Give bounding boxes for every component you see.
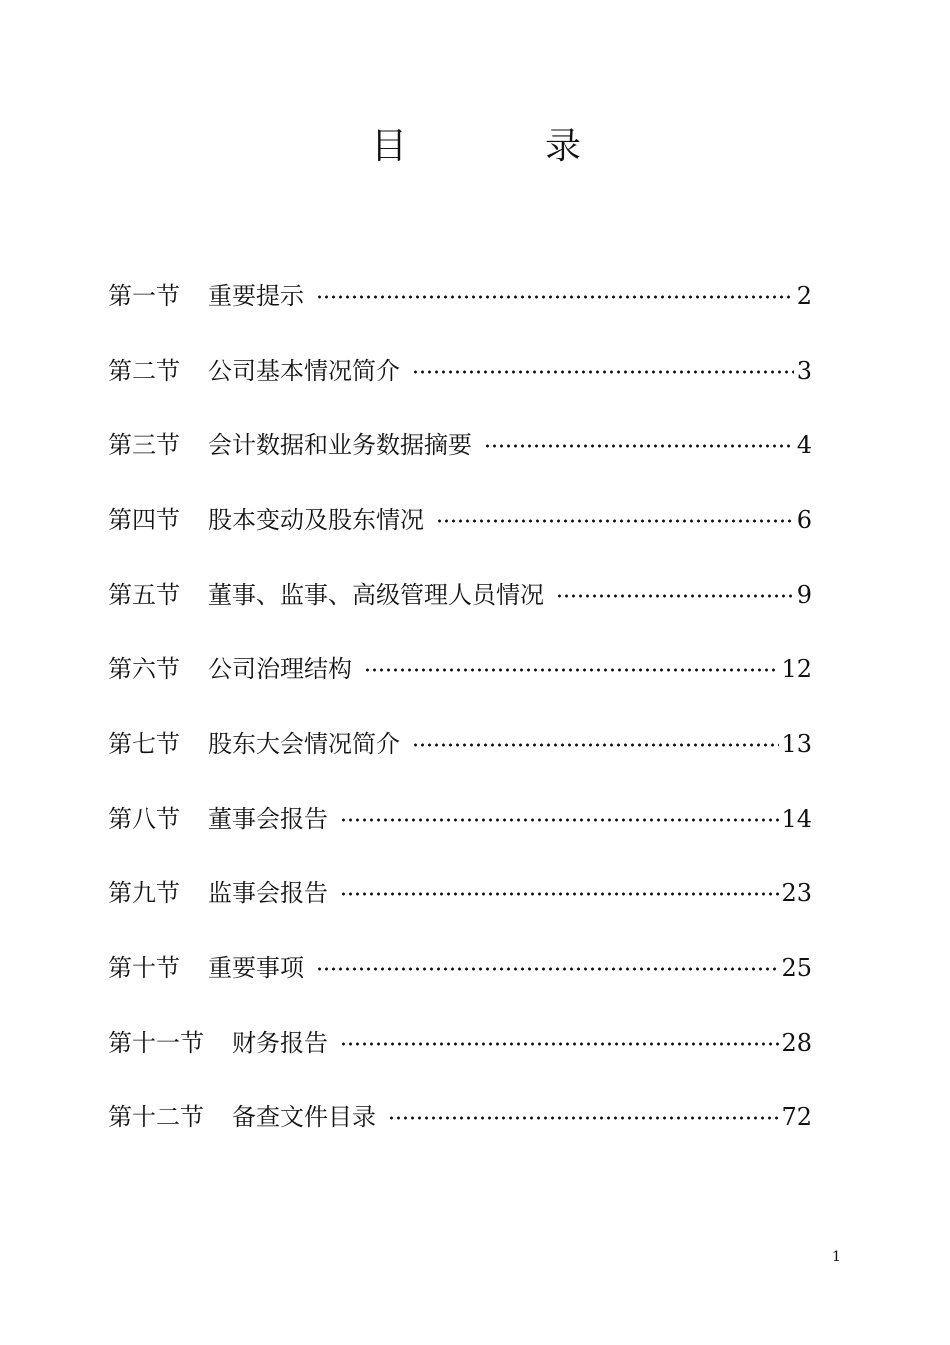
toc-page-number: 4 [796, 431, 812, 459]
toc-dot-leader [388, 1116, 779, 1120]
toc-dot-leader [316, 967, 779, 971]
page-number: 1 [832, 1249, 841, 1265]
title-char-lu: 录 [545, 126, 582, 167]
toc-dot-leader [340, 892, 779, 896]
toc-entry[interactable] [108, 577, 812, 613]
toc-title: 会计数据和业务数据摘要 [208, 431, 472, 459]
toc-title: 公司治理结构 [208, 655, 352, 683]
toc-entry[interactable] [108, 950, 812, 986]
toc-dot-leader [364, 668, 779, 672]
toc-entry[interactable] [108, 651, 812, 687]
toc-page-number: 23 [781, 879, 812, 907]
toc-entry[interactable] [108, 1099, 812, 1135]
toc-section-label: 第十一节 [108, 1029, 204, 1057]
toc-entry[interactable] [108, 726, 812, 762]
toc-entry[interactable] [108, 801, 812, 837]
toc-section-label: 第九节 [108, 879, 180, 907]
document-title [0, 122, 950, 172]
toc-page-number: 2 [796, 282, 812, 310]
toc-title: 监事会报告 [208, 879, 328, 907]
toc-title: 股东大会情况简介 [208, 730, 400, 758]
toc-section-label: 第十二节 [108, 1103, 204, 1131]
toc-dot-leader [316, 295, 794, 299]
toc-dot-leader [436, 519, 794, 523]
toc-section-label: 第二节 [108, 357, 180, 385]
toc-entry[interactable] [108, 427, 812, 463]
toc-page-number: 72 [781, 1103, 812, 1131]
toc-section-label: 第五节 [108, 581, 180, 609]
toc-page-number: 12 [781, 655, 812, 683]
toc-entry[interactable] [108, 875, 812, 911]
toc-entry[interactable] [108, 502, 812, 538]
toc-section-label: 第一节 [108, 282, 180, 310]
toc-title: 备查文件目录 [232, 1103, 376, 1131]
toc-page-number: 9 [796, 581, 812, 609]
toc-page-number: 14 [781, 805, 812, 833]
toc-title: 董事会报告 [208, 805, 328, 833]
toc-page-number: 25 [781, 954, 812, 982]
toc-section-label: 第六节 [108, 655, 180, 683]
toc-dot-leader [484, 444, 794, 448]
title-char-mu: 目 [371, 126, 408, 167]
toc-page-number: 13 [781, 730, 812, 758]
toc-page-number: 6 [796, 506, 812, 534]
toc-title: 公司基本情况简介 [208, 357, 400, 385]
toc-page-number: 28 [781, 1029, 812, 1057]
toc-title: 董事、监事、高级管理人员情况 [208, 581, 544, 609]
toc-dot-leader [412, 370, 794, 374]
toc-title: 重要事项 [208, 954, 304, 982]
toc-title: 股本变动及股东情况 [208, 506, 424, 534]
toc-section-label: 第三节 [108, 431, 180, 459]
toc-section-label: 第四节 [108, 506, 180, 534]
toc-dot-leader [340, 1042, 779, 1046]
toc-entry[interactable] [108, 278, 812, 314]
toc-dot-leader [340, 818, 779, 822]
toc-section-label: 第八节 [108, 805, 180, 833]
toc-section-label: 第七节 [108, 730, 180, 758]
toc-section-label: 第十节 [108, 954, 180, 982]
toc-dot-leader [412, 743, 779, 747]
toc-title: 重要提示 [208, 282, 304, 310]
toc-dot-leader [556, 594, 794, 598]
toc-entry[interactable] [108, 353, 812, 389]
toc-page-number: 3 [796, 357, 812, 385]
toc-title: 财务报告 [232, 1029, 328, 1057]
toc-entry[interactable] [108, 1025, 812, 1061]
